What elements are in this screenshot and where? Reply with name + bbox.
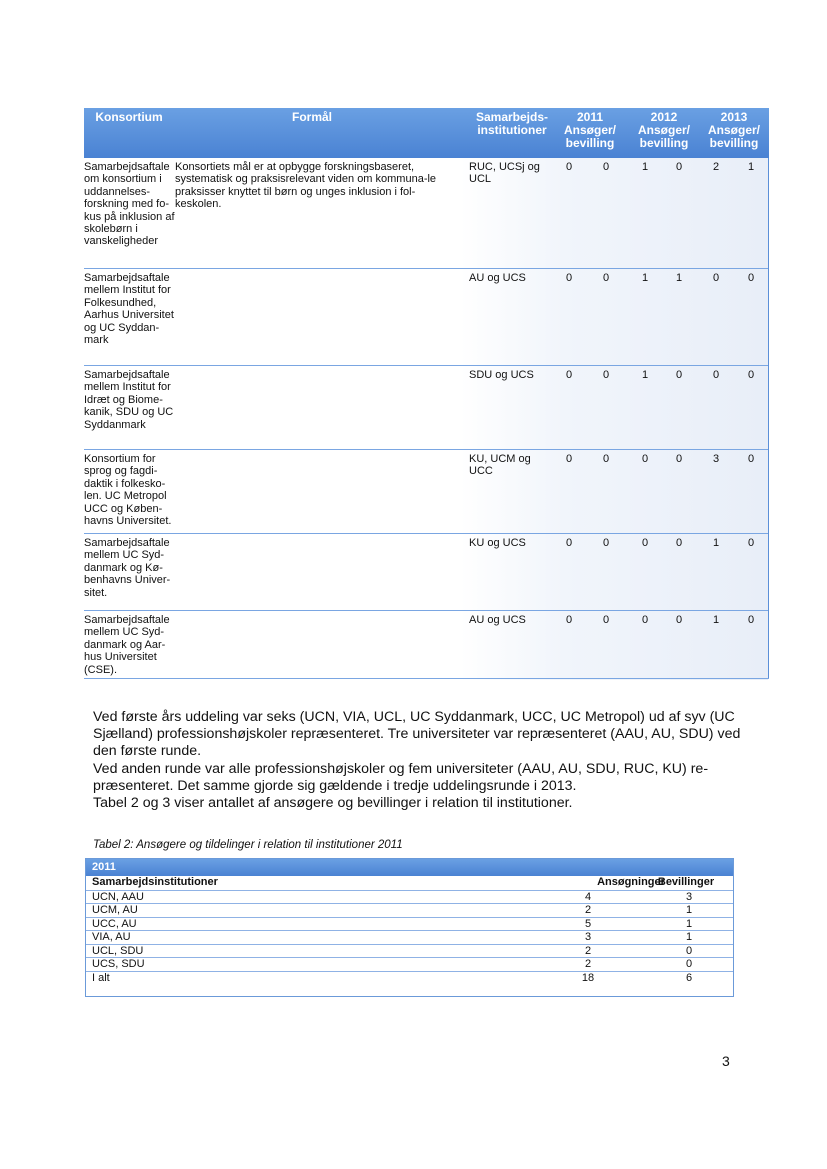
value-2012-granted: 0 [675,537,683,549]
value-2011-applied: 0 [565,453,573,465]
value-2012-granted: 0 [675,614,683,626]
header-year: 2011 [576,110,604,124]
paragraph-second-round: Ved anden runde var alle professionshøjskoler og fem universiteter (AAU, AU, SDU, RUC, KU) re-præsenteret. Det samme gjorde sig gældende i tredje uddelingsrunde i 2013. [93,760,709,794]
value-2013-granted: 0 [747,537,755,549]
consortium-name: Samarbejdsaftale mellem UC Syd-danmark og Kø-benhavns Univer-sitet. [84,537,171,599]
header-institutions: Samarbejdsinstitutioner [92,876,218,888]
consortium-institutions: KU, UCM og UCC [469,453,531,478]
table-bottom-border [84,678,769,679]
row-institutions: UCL, SDU [92,944,144,957]
value-2011-granted: 0 [602,614,610,626]
consortium-name: Samarbejdsaftale mellem UC Syd-danmark og Aar-hus Universitet (CSE). [84,614,170,676]
value-2011-granted: 0 [602,161,610,173]
value-2011-applied: 0 [565,537,573,549]
value-2013-granted: 0 [747,453,755,465]
row-grants: 3 [685,890,693,903]
value-2012-applied: 1 [641,272,649,284]
applicants-table [85,858,734,997]
row-grants: 6 [685,971,693,984]
table2-caption: Tabel 2: Ansøgere og tildelinger i relation til institutioner 2011 [93,839,403,851]
value-2012-granted: 1 [675,272,683,284]
value-2012-applied: 0 [641,614,649,626]
row-applications: 18 [581,971,595,984]
value-2012-applied: 0 [641,537,649,549]
table-row [84,268,768,366]
value-2012-granted: 0 [675,453,683,465]
header-institutions-line1: Samarbejds- [475,110,549,124]
value-2013-granted: 0 [747,272,755,284]
header-2011 [554,111,626,150]
table-row [84,449,768,534]
value-2011-applied: 0 [565,272,573,284]
header-year: 2013 [720,110,748,124]
header-sub-line2: bevilling [639,136,689,150]
value-2013-applied: 1 [712,614,720,626]
table2-year: 2011 [92,861,116,873]
value-2011-applied: 0 [565,161,573,173]
row-applications: 3 [584,931,592,943]
header-applications: Ansøgninger [597,876,665,888]
consortium-name: Samarbejdsaftale om konsortium i uddannelses-forskning med fo-kus på inklusion af skolebørn i vanskeligheder [84,161,175,248]
consortium-institutions: SDU og UCS [469,369,534,381]
table2-year-row [86,859,733,876]
consortium-institutions: KU og UCS [469,537,526,549]
value-2013-applied: 0 [712,369,720,381]
value-2012-applied: 1 [641,369,649,381]
row-grants: 0 [685,944,693,957]
paragraph-table-reference: Tabel 2 og 3 viser antallet af ansøgere og bevillinger i relation til institutioner. [93,795,573,812]
header-2013 [698,111,770,150]
row-institutions: VIA, AU [92,931,131,943]
table-row [86,944,733,958]
header-institutions-line2: institutioner [477,123,547,137]
row-applications: 2 [584,958,592,970]
value-2011-granted: 0 [602,272,610,284]
table-row-total [86,971,733,985]
consortium-table-header [84,108,769,158]
value-2012-applied: 0 [641,453,649,465]
row-institutions: I alt [92,971,110,984]
value-2012-granted: 0 [675,161,683,173]
consortium-name: Konsortium for sprog og fagdi-daktik i folkesko-len. UC Metropol UCC og Køben-havns Universitet. [84,453,172,528]
paragraph-first-round: Ved første års uddeling var seks (UCN, VIA, UCL, UC Syddanmark, UCC, UC Metropol) ud af syv (UC Sjælland) professionshøjskoler repræsenteret. Tre universiteter var repræsenteret (AAU, AU, SDU) ved den første runde. [93,709,741,760]
header-2012 [628,111,700,150]
table-row [86,890,733,904]
row-institutions: UCC, AU [92,917,137,930]
consortium-purpose: Konsortiets mål er at opbygge forskningsbaseret, systematisk og praksisrelevant viden om kommuna-le praksisser knyttet til børn og unges inklusion i fol-keskolen. [175,161,437,211]
header-sub-line2: bevilling [709,136,759,150]
row-grants: 1 [685,917,693,930]
value-2011-applied: 0 [565,614,573,626]
header-konsortium: Konsortium [95,110,163,124]
consortium-table-body [84,158,769,679]
row-applications: 2 [584,944,592,957]
row-applications: 2 [584,904,592,916]
header-year: 2012 [650,110,678,124]
value-2013-applied: 3 [712,453,720,465]
header-sub-line1: Ansøger/ [637,123,690,137]
row-grants: 1 [685,904,693,916]
header-institutions [464,111,560,137]
consortium-institutions: AU og UCS [469,614,526,626]
consortium-name: Samarbejdsaftale mellem Institut for Folkesundhed, Aarhus Universitet og UC Syddan-mark [84,272,174,347]
value-2012-granted: 0 [675,369,683,381]
header-sub-line1: Ansøger/ [707,123,760,137]
header-sub-line1: Ansøger/ [563,123,616,137]
row-institutions: UCS, SDU [92,958,145,970]
header-grants: Bevillinger [657,876,715,888]
table-row [86,903,733,917]
table-row [84,533,768,611]
value-2011-granted: 0 [602,369,610,381]
row-grants: 0 [685,958,693,970]
table-row [84,610,768,680]
value-2011-granted: 0 [602,537,610,549]
value-2013-granted: 0 [747,369,755,381]
row-applications: 4 [584,890,592,903]
consortium-name: Samarbejdsaftale mellem Institut for Idræt og Biome-kanik, SDU og UC Syddanmark [84,369,174,431]
row-institutions: UCN, AAU [92,890,144,903]
value-2011-applied: 0 [565,369,573,381]
consortium-institutions: AU og UCS [469,272,526,284]
value-2011-granted: 0 [602,453,610,465]
table2-header-row [86,876,733,889]
value-2013-granted: 0 [747,614,755,626]
value-2013-applied: 0 [712,272,720,284]
value-2013-applied: 1 [712,537,720,549]
table-row [86,917,733,931]
page-number: 3 [722,1053,730,1069]
row-applications: 5 [584,917,592,930]
row-grants: 1 [685,931,693,943]
value-2013-granted: 1 [747,161,755,173]
consortium-table [84,108,769,679]
row-institutions: UCM, AU [92,904,138,916]
table-row [86,957,733,971]
table-row [84,365,768,450]
value-2013-applied: 2 [712,161,720,173]
table-row [86,930,733,944]
value-2012-applied: 1 [641,161,649,173]
header-formaal: Formål [291,110,332,124]
header-sub-line2: bevilling [565,136,615,150]
body-text [93,709,743,812]
consortium-institutions: RUC, UCSj og UCL [469,161,540,186]
table-row [84,158,768,268]
